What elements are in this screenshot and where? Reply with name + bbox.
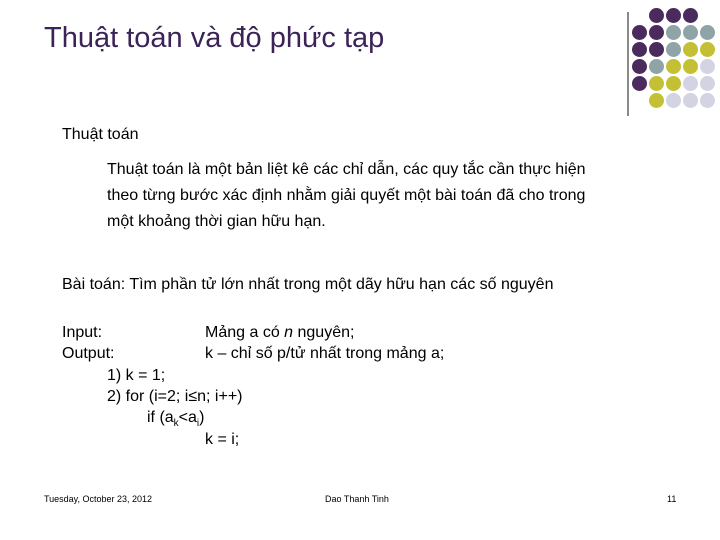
decorative-dot — [666, 42, 681, 57]
decorative-dot — [683, 93, 698, 108]
definition-line-1: Thuật toán là một bản liệt kê các chỉ dẫn, các quy tắc cần thực hiện — [107, 161, 586, 178]
decorative-dot — [649, 42, 664, 57]
decorative-dot — [666, 25, 681, 40]
section-heading: Thuật toán — [62, 126, 139, 143]
decorative-dot — [632, 59, 647, 74]
output-value: k – chỉ số p/tử nhất trong mảng a; — [205, 345, 445, 362]
decorative-dot — [683, 8, 698, 23]
decorative-dot — [632, 25, 647, 40]
algorithm-step-2: 2) for (i=2; i≤n; i++) — [107, 388, 243, 405]
assignment-line: k = i; — [205, 431, 240, 448]
definition-line-3: một khoảng thời gian hữu hạn. — [107, 213, 326, 230]
decorative-dot — [649, 8, 664, 23]
decorative-dot — [649, 59, 664, 74]
if-suffix: ) — [199, 409, 205, 426]
if-prefix: if (a — [147, 409, 174, 426]
slide-title: Thuật toán và độ phức tạp — [44, 22, 385, 54]
decorative-dot — [649, 76, 664, 91]
input-value-prefix: Mảng a có — [205, 324, 285, 341]
decorative-dot — [666, 59, 681, 74]
footer-page-number: 11 — [667, 494, 677, 504]
decorative-dot — [649, 25, 664, 40]
definition-line-2: theo từng bước xác định nhằm giải quyết một bài toán đã cho trong — [107, 187, 586, 204]
decorative-dot — [632, 76, 647, 91]
decorative-dot — [666, 93, 681, 108]
input-value-variable: n — [284, 324, 294, 341]
output-label: Output: — [62, 345, 115, 362]
decorative-dot — [700, 93, 715, 108]
decorative-dot — [700, 59, 715, 74]
decorative-dot — [632, 42, 647, 57]
decorative-dot — [666, 76, 681, 91]
decorative-dot — [700, 42, 715, 57]
decorative-dot — [700, 76, 715, 91]
footer-author: Dao Thanh Tinh — [325, 494, 389, 504]
input-value — [205, 323, 354, 343]
if-subscript-i: i — [196, 418, 200, 430]
decorative-dot — [700, 25, 715, 40]
if-subscript-k: k — [173, 418, 179, 430]
if-condition — [147, 408, 204, 434]
input-value-suffix: nguyên; — [293, 324, 355, 341]
footer-date: Tuesday, October 23, 2012 — [44, 494, 153, 504]
input-label: Input: — [62, 324, 103, 341]
decorative-dot — [683, 25, 698, 40]
if-middle: <a — [178, 409, 197, 426]
problem-statement: Bài toán: Tìm phần tử lớn nhất trong một dãy hữu hạn các số nguyên — [62, 276, 554, 293]
algorithm-step-1: 1) k = 1; — [107, 367, 166, 384]
decorative-dot — [683, 76, 698, 91]
decorative-dot — [683, 42, 698, 57]
decorative-dot — [683, 59, 698, 74]
title-divider — [627, 12, 629, 116]
decorative-dot — [649, 93, 664, 108]
decorative-dot — [666, 8, 681, 23]
